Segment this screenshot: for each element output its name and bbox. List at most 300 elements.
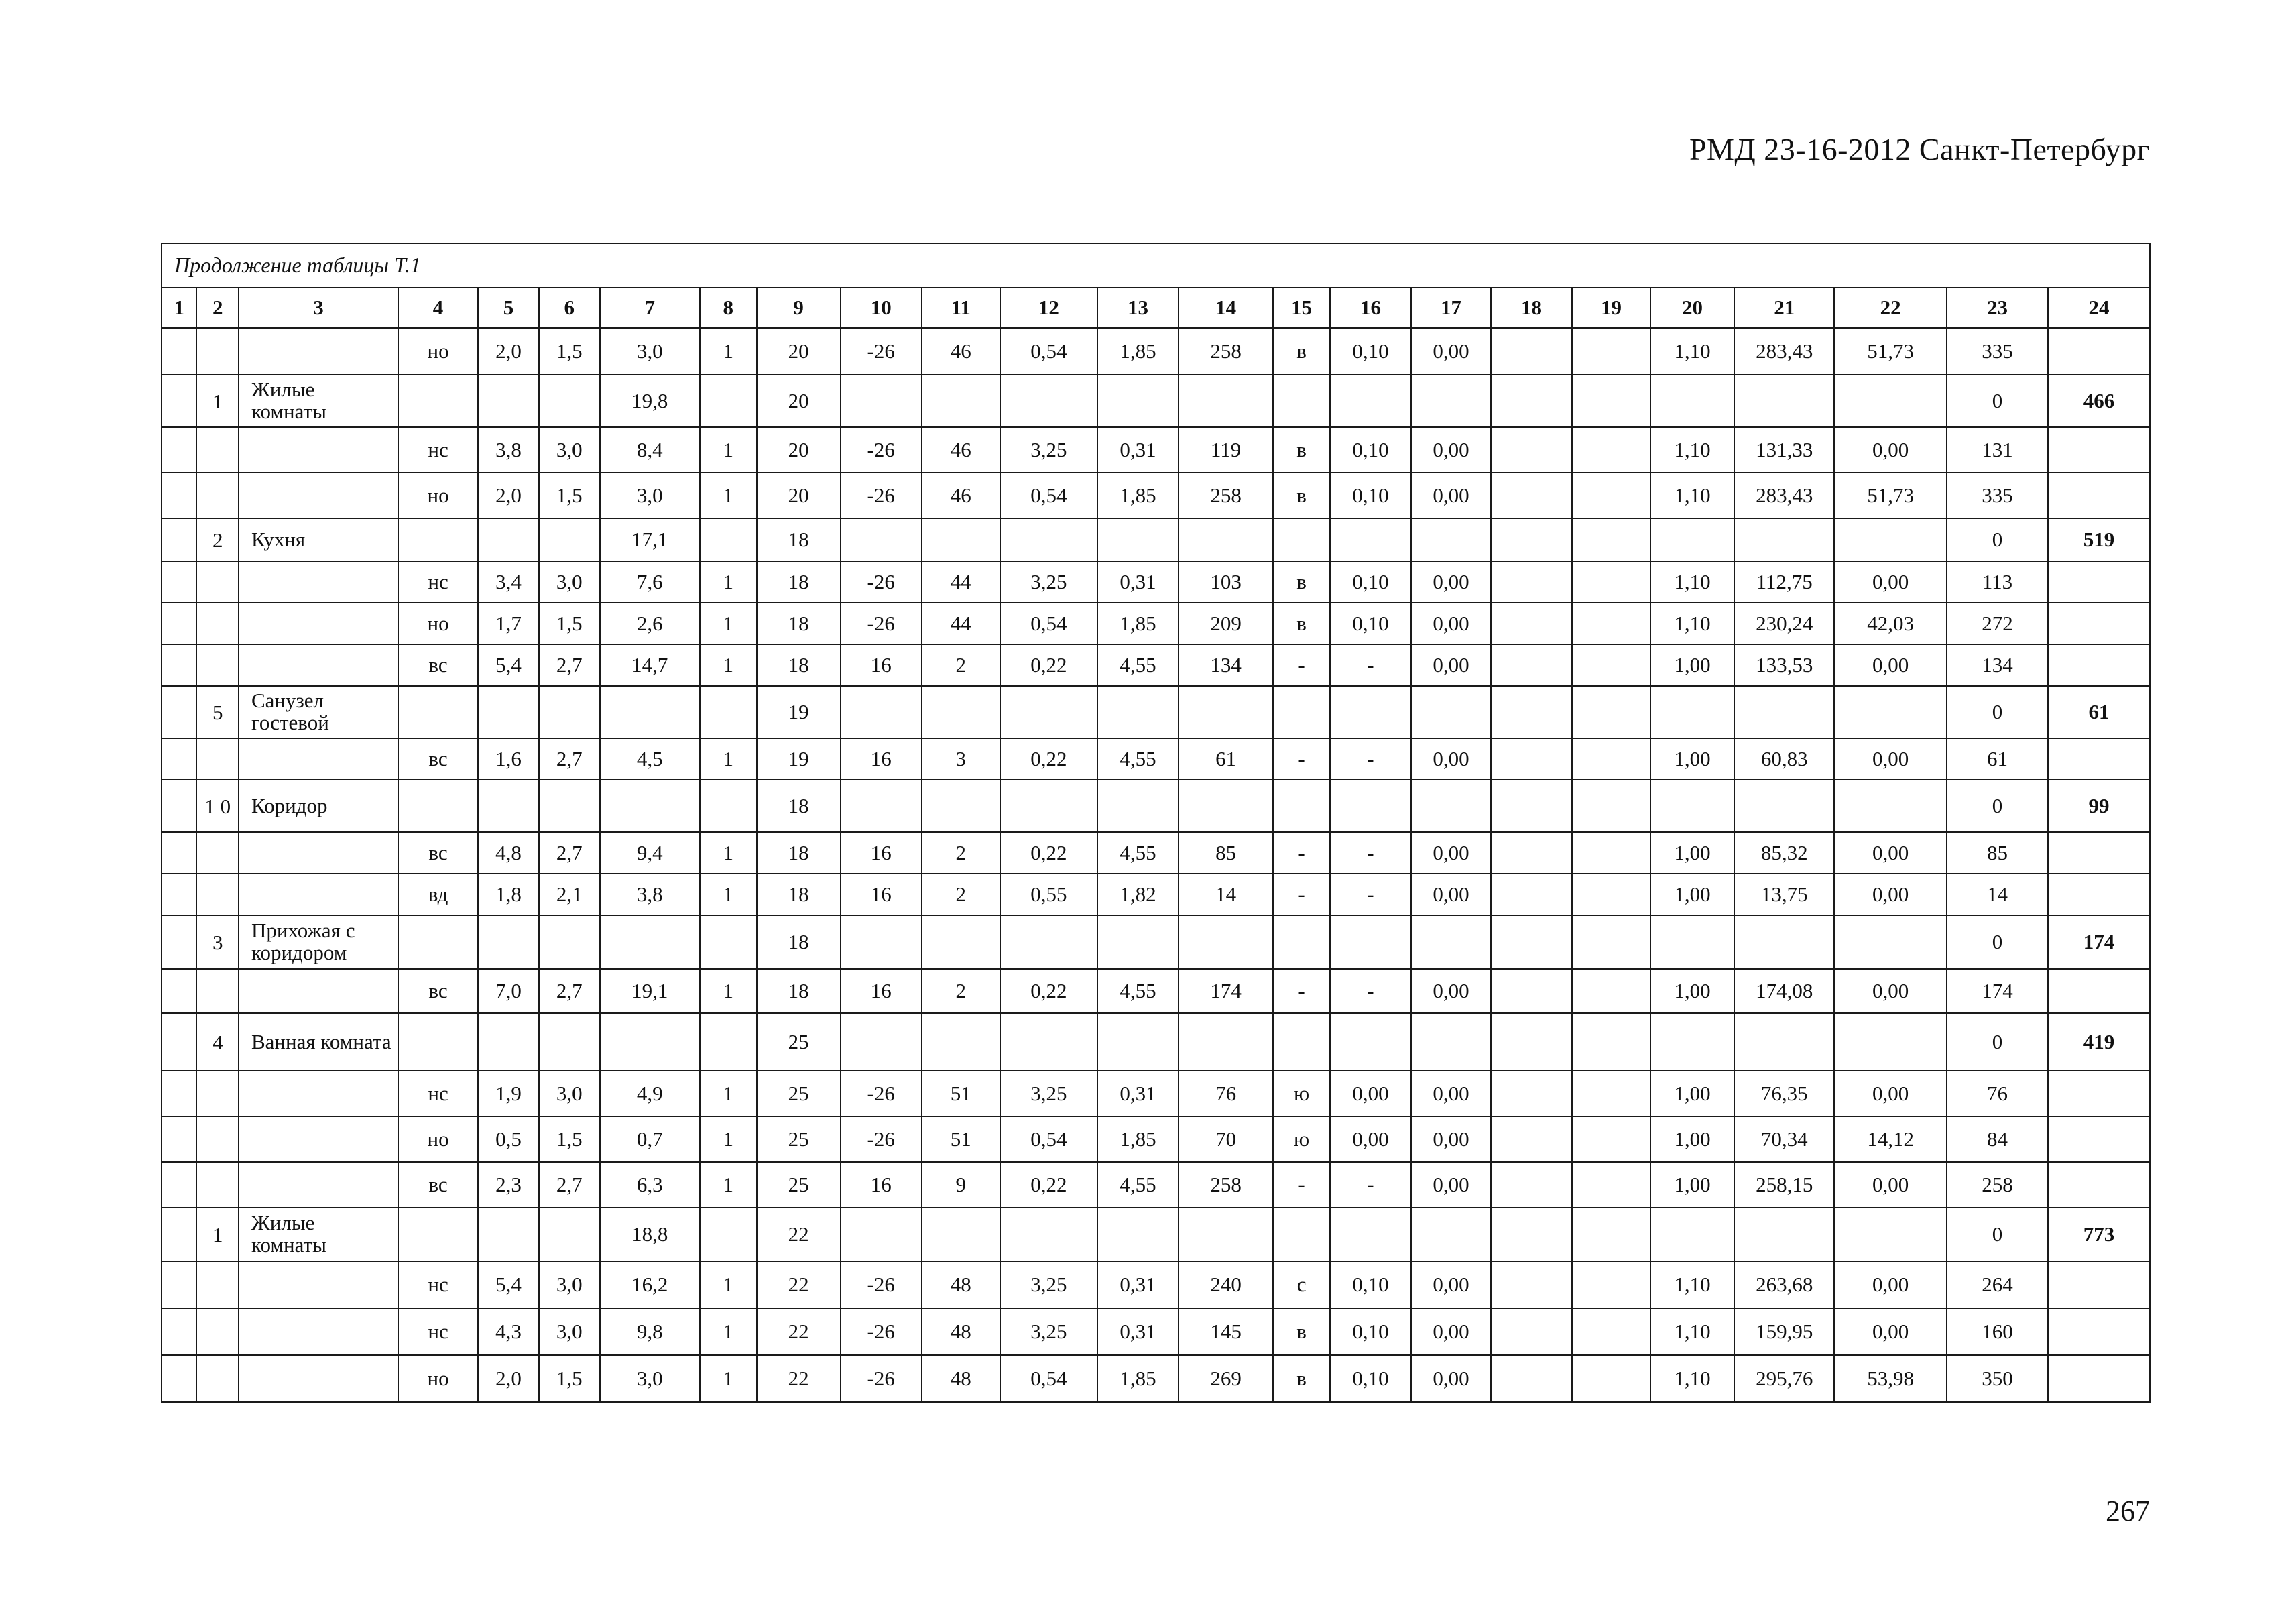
table-cell: 1 0 <box>196 780 239 832</box>
column-number-header: 14 <box>1179 288 1273 328</box>
table-cell: 113 <box>1947 561 2048 603</box>
column-number-header: 24 <box>2048 288 2150 328</box>
table-cell <box>1491 375 1572 427</box>
table-cell: 263,68 <box>1734 1261 1834 1308</box>
table-cell: но <box>398 473 478 518</box>
table-cell <box>196 328 239 375</box>
table-cell: 2 <box>922 644 1000 686</box>
table-cell <box>1572 1162 1650 1208</box>
table-cell <box>398 1013 478 1071</box>
table-cell: 2,6 <box>600 603 700 644</box>
table-cell: -26 <box>841 1355 922 1402</box>
table-cell: но <box>398 603 478 644</box>
column-number-header: 17 <box>1411 288 1491 328</box>
table-cell <box>1491 1308 1572 1355</box>
table-cell: 3,8 <box>600 874 700 915</box>
table-cell: 3,0 <box>539 1071 600 1116</box>
table-cell: 14 <box>1179 874 1273 915</box>
table-cell: 16,2 <box>600 1261 700 1308</box>
table-cell <box>196 832 239 874</box>
table-cell: -26 <box>841 328 922 375</box>
table-cell: 0 <box>1947 686 2048 738</box>
table-cell: но <box>398 1116 478 1162</box>
table-cell <box>1491 1071 1572 1116</box>
table-cell: 46 <box>922 427 1000 473</box>
table-cell <box>1734 375 1834 427</box>
table-cell: 3,8 <box>478 427 539 473</box>
table-cell: вс <box>398 832 478 874</box>
table-cell: 0,00 <box>1834 832 1946 874</box>
table-cell <box>1650 1208 1734 1261</box>
table-cell: вс <box>398 1162 478 1208</box>
table-cell <box>2048 473 2150 518</box>
table-cell: 1,6 <box>478 738 539 780</box>
table-row <box>162 874 2150 915</box>
table-cell: - <box>1330 969 1411 1013</box>
table-cell <box>162 644 196 686</box>
table-cell: 18 <box>757 561 841 603</box>
table-cell: 2,7 <box>539 1162 600 1208</box>
table-cell: 350 <box>1947 1355 2048 1402</box>
table-cell: 2,7 <box>539 738 600 780</box>
table-cell: 20 <box>757 427 841 473</box>
table-cell <box>196 1116 239 1162</box>
table-cell: но <box>398 1355 478 1402</box>
table-row <box>162 1208 2150 1261</box>
table-cell: 0,00 <box>1411 1116 1491 1162</box>
table-cell: 1,5 <box>539 1355 600 1402</box>
table-cell: 0,00 <box>1330 1116 1411 1162</box>
table-cell: 22 <box>757 1261 841 1308</box>
table-cell: нс <box>398 427 478 473</box>
table-cell <box>162 686 196 738</box>
table-cell <box>1834 1013 1946 1071</box>
table-cell: 18 <box>757 644 841 686</box>
table-cell <box>1330 1013 1411 1071</box>
table-cell <box>478 686 539 738</box>
table-cell: 0,22 <box>1000 738 1097 780</box>
table-cell: 3,0 <box>600 1355 700 1402</box>
table-cell: 1 <box>700 1162 757 1208</box>
table-cell: 0,55 <box>1000 874 1097 915</box>
table-cell <box>162 1013 196 1071</box>
table-cell: 46 <box>922 328 1000 375</box>
table-cell: 119 <box>1179 427 1273 473</box>
table-cell: 1 <box>700 969 757 1013</box>
table-cell <box>1273 780 1330 832</box>
table-cell: 25 <box>757 1013 841 1071</box>
table-cell <box>239 473 398 518</box>
table-cell <box>1179 1013 1273 1071</box>
table-cell: 0,00 <box>1834 1071 1946 1116</box>
table-cell: - <box>1273 1162 1330 1208</box>
table-cell: ю <box>1273 1071 1330 1116</box>
table-cell: 134 <box>1947 644 2048 686</box>
table-cell: 85,32 <box>1734 832 1834 874</box>
table-cell <box>1097 518 1179 561</box>
table-cell: 283,43 <box>1734 473 1834 518</box>
table-cell <box>1491 915 1572 969</box>
table-cell <box>1273 915 1330 969</box>
table-cell <box>239 427 398 473</box>
table-cell <box>1572 427 1650 473</box>
table-cell: 1,7 <box>478 603 539 644</box>
table-cell: 19,1 <box>600 969 700 1013</box>
table-row <box>162 686 2150 738</box>
table-cell <box>1491 738 1572 780</box>
table-cell: 1,5 <box>539 603 600 644</box>
table-cell: 3,25 <box>1000 1071 1097 1116</box>
table-cell: 0,00 <box>1411 1162 1491 1208</box>
table-cell <box>239 1355 398 1402</box>
table-cell: - <box>1330 738 1411 780</box>
table-cell <box>539 915 600 969</box>
table-cell: 0,22 <box>1000 644 1097 686</box>
column-number-header: 8 <box>700 288 757 328</box>
table-cell: 1,10 <box>1650 1261 1734 1308</box>
table-cell: 0,00 <box>1834 561 1946 603</box>
table-cell: 1 <box>700 644 757 686</box>
table-cell: 0,00 <box>1834 644 1946 686</box>
table-cell <box>539 780 600 832</box>
table-cell: 7,6 <box>600 561 700 603</box>
table-cell <box>1330 780 1411 832</box>
table-cell: 1,00 <box>1650 874 1734 915</box>
table-cell: 76 <box>1179 1071 1273 1116</box>
table-cell <box>1411 915 1491 969</box>
table-cell <box>1572 1116 1650 1162</box>
table-cell: 3 <box>196 915 239 969</box>
table-cell: 0,5 <box>478 1116 539 1162</box>
table-cell <box>1000 915 1097 969</box>
table-cell: 16 <box>841 969 922 1013</box>
table-cell: 46 <box>922 473 1000 518</box>
table-cell <box>398 780 478 832</box>
table-row <box>162 375 2150 427</box>
table-cell <box>162 780 196 832</box>
table-cell <box>1572 473 1650 518</box>
table-cell <box>398 375 478 427</box>
table-cell: 70 <box>1179 1116 1273 1162</box>
table-cell <box>196 644 239 686</box>
table-cell: -26 <box>841 427 922 473</box>
table-cell <box>1411 686 1491 738</box>
table-cell: 4,55 <box>1097 738 1179 780</box>
table-cell: 2 <box>922 969 1000 1013</box>
table-cell <box>700 1208 757 1261</box>
table-cell <box>162 1308 196 1355</box>
table-cell <box>922 518 1000 561</box>
table-cell: 0,00 <box>1411 644 1491 686</box>
table-cell <box>1411 780 1491 832</box>
table-cell <box>1491 969 1572 1013</box>
table-cell: 2,0 <box>478 328 539 375</box>
table-cell: -26 <box>841 1071 922 1116</box>
table-cell <box>1734 1208 1834 1261</box>
table-cell: - <box>1273 874 1330 915</box>
table-cell <box>1491 1162 1572 1208</box>
table-cell: 1 <box>700 328 757 375</box>
table-cell <box>478 1208 539 1261</box>
table-cell: 4,9 <box>600 1071 700 1116</box>
table-cell <box>162 427 196 473</box>
column-number-header: 22 <box>1834 288 1946 328</box>
table-cell: 22 <box>757 1355 841 1402</box>
table-cell <box>162 1116 196 1162</box>
table-cell <box>239 561 398 603</box>
table-cell: 1,00 <box>1650 1116 1734 1162</box>
table-cell <box>1491 644 1572 686</box>
table-cell <box>196 427 239 473</box>
table-cell: 0,00 <box>1411 328 1491 375</box>
table-cell: 14 <box>1947 874 2048 915</box>
table-cell: 44 <box>922 561 1000 603</box>
table-cell: 2,3 <box>478 1162 539 1208</box>
table-row <box>162 561 2150 603</box>
table-row <box>162 1162 2150 1208</box>
table-cell <box>1834 1208 1946 1261</box>
table-cell: 160 <box>1947 1308 2048 1355</box>
table-cell <box>841 518 922 561</box>
table-cell: 264 <box>1947 1261 2048 1308</box>
table-cell: 4,3 <box>478 1308 539 1355</box>
table-cell: - <box>1330 644 1411 686</box>
table-cell: 1,5 <box>539 328 600 375</box>
table-cell <box>1491 1013 1572 1071</box>
table-cell: 3,4 <box>478 561 539 603</box>
table-cell: 1 <box>196 375 239 427</box>
table-cell: - <box>1330 1162 1411 1208</box>
table-cell <box>1179 915 1273 969</box>
table-cell <box>162 518 196 561</box>
table-cell: в <box>1273 473 1330 518</box>
table-cell: 0,00 <box>1834 874 1946 915</box>
table-cell: 1,85 <box>1097 1355 1179 1402</box>
table-cell <box>1572 1308 1650 1355</box>
table-cell <box>1491 561 1572 603</box>
table-cell <box>1572 915 1650 969</box>
table-cell: 2 <box>922 874 1000 915</box>
table-cell: - <box>1273 832 1330 874</box>
table-cell: 0,10 <box>1330 1355 1411 1402</box>
heat-loss-table <box>161 243 2151 1403</box>
table-cell: 16 <box>841 832 922 874</box>
table-cell: 1 <box>700 427 757 473</box>
table-cell: 0 <box>1947 518 2048 561</box>
table-cell <box>398 1208 478 1261</box>
table-cell: - <box>1273 969 1330 1013</box>
column-number-header: 21 <box>1734 288 1834 328</box>
table-cell: 16 <box>841 874 922 915</box>
table-cell <box>539 518 600 561</box>
table-cell <box>196 969 239 1013</box>
table-cell: 0,54 <box>1000 328 1097 375</box>
table-cell: Прихожая с коридором <box>239 915 398 969</box>
table-cell <box>600 915 700 969</box>
table-row <box>162 832 2150 874</box>
table-cell <box>1491 473 1572 518</box>
table-cell <box>2048 328 2150 375</box>
table-row <box>162 1261 2150 1308</box>
table-cell: 1 <box>700 561 757 603</box>
table-cell <box>162 874 196 915</box>
table-cell <box>1491 832 1572 874</box>
table-cell: 0,31 <box>1097 561 1179 603</box>
table-cell <box>239 1261 398 1308</box>
table-cell <box>196 561 239 603</box>
table-cell <box>478 375 539 427</box>
table-cell <box>1330 1208 1411 1261</box>
table-cell <box>539 686 600 738</box>
table-cell: 0,22 <box>1000 969 1097 1013</box>
table-cell <box>1330 375 1411 427</box>
table-cell: 0,10 <box>1330 328 1411 375</box>
table-cell <box>1273 1013 1330 1071</box>
table-cell: 0,00 <box>1330 1071 1411 1116</box>
column-number-header: 19 <box>1572 288 1650 328</box>
table-cell <box>1000 1208 1097 1261</box>
table-cell <box>1330 518 1411 561</box>
table-cell: 1 <box>700 1308 757 1355</box>
table-cell <box>1650 518 1734 561</box>
table-cell: - <box>1330 874 1411 915</box>
table-cell <box>1734 1013 1834 1071</box>
table-cell: 2,0 <box>478 1355 539 1402</box>
table-cell <box>2048 1116 2150 1162</box>
column-number-header: 7 <box>600 288 700 328</box>
table-cell <box>478 518 539 561</box>
table-cell: 1 <box>700 1071 757 1116</box>
table-cell <box>162 1261 196 1308</box>
table-cell <box>1572 969 1650 1013</box>
table-cell: - <box>1273 738 1330 780</box>
table-cell: 230,24 <box>1734 603 1834 644</box>
table-cell: 5,4 <box>478 644 539 686</box>
table-caption: Продолжение таблицы Т.1 <box>162 243 2150 288</box>
table-cell: 1,00 <box>1650 1162 1734 1208</box>
table-cell <box>841 1013 922 1071</box>
table-cell: 269 <box>1179 1355 1273 1402</box>
table-cell <box>1273 375 1330 427</box>
table-cell <box>1572 1261 1650 1308</box>
table-row <box>162 328 2150 375</box>
table-cell: - <box>1330 832 1411 874</box>
table-cell <box>841 686 922 738</box>
table-cell <box>600 686 700 738</box>
column-number-header: 16 <box>1330 288 1411 328</box>
table-row <box>162 780 2150 832</box>
table-cell: 1,10 <box>1650 1308 1734 1355</box>
table-cell: 2,7 <box>539 969 600 1013</box>
table-cell: 1,8 <box>478 874 539 915</box>
table-cell <box>1097 780 1179 832</box>
table-cell: 0,00 <box>1411 738 1491 780</box>
table-cell <box>1000 780 1097 832</box>
column-number-header: 12 <box>1000 288 1097 328</box>
table-cell <box>162 915 196 969</box>
table-cell: 0,10 <box>1330 1261 1411 1308</box>
table-cell: 145 <box>1179 1308 1273 1355</box>
table-cell: 18 <box>757 969 841 1013</box>
table-cell <box>162 1162 196 1208</box>
table-cell <box>162 738 196 780</box>
table-cell: 3,25 <box>1000 1261 1097 1308</box>
table-cell: 0,22 <box>1000 1162 1097 1208</box>
table-cell <box>239 1162 398 1208</box>
table-cell: 0,31 <box>1097 1261 1179 1308</box>
table-cell: в <box>1273 1355 1330 1402</box>
table-cell: 18 <box>757 832 841 874</box>
table-cell: 14,7 <box>600 644 700 686</box>
table-cell: 44 <box>922 603 1000 644</box>
table-cell: 0,00 <box>1411 969 1491 1013</box>
column-number-header: 9 <box>757 288 841 328</box>
table-cell: 0,54 <box>1000 473 1097 518</box>
table-cell <box>1411 375 1491 427</box>
table-cell: 174 <box>1947 969 2048 1013</box>
table-cell <box>700 780 757 832</box>
table-cell: 2,7 <box>539 832 600 874</box>
table-cell: 1,10 <box>1650 561 1734 603</box>
table-cell: в <box>1273 603 1330 644</box>
table-cell: 5,4 <box>478 1261 539 1308</box>
table-cell: 0,00 <box>1834 427 1946 473</box>
table-cell: 3,0 <box>600 473 700 518</box>
table-cell: 4,55 <box>1097 832 1179 874</box>
table-cell <box>1572 644 1650 686</box>
table-cell: 0 <box>1947 915 2048 969</box>
table-cell: 209 <box>1179 603 1273 644</box>
table-cell: 335 <box>1947 473 2048 518</box>
table-cell: 6,3 <box>600 1162 700 1208</box>
table-cell: -26 <box>841 1116 922 1162</box>
table-row <box>162 1013 2150 1071</box>
table-cell: Санузел гостевой <box>239 686 398 738</box>
table-cell: 51 <box>922 1071 1000 1116</box>
column-number-header: 15 <box>1273 288 1330 328</box>
table-cell: 3,0 <box>539 561 600 603</box>
table-cell: 25 <box>757 1071 841 1116</box>
table-cell: 0,00 <box>1411 603 1491 644</box>
table-cell: в <box>1273 328 1330 375</box>
table-cell: 133,53 <box>1734 644 1834 686</box>
table-cell <box>1734 915 1834 969</box>
table-cell: 0,54 <box>1000 603 1097 644</box>
table-cell: 19,8 <box>600 375 700 427</box>
table-cell <box>162 1208 196 1261</box>
table-cell: 240 <box>1179 1261 1273 1308</box>
column-number-header: 5 <box>478 288 539 328</box>
table-cell <box>239 969 398 1013</box>
table-cell <box>1572 603 1650 644</box>
table-cell <box>239 1071 398 1116</box>
table-cell: 9 <box>922 1162 1000 1208</box>
table-cell <box>922 915 1000 969</box>
table-cell <box>1411 1208 1491 1261</box>
table-cell <box>162 561 196 603</box>
table-cell <box>196 1162 239 1208</box>
table-cell: 4,55 <box>1097 1162 1179 1208</box>
table-row <box>162 518 2150 561</box>
table-cell <box>539 375 600 427</box>
table-cell: 1 <box>700 738 757 780</box>
table-cell: 2 <box>922 832 1000 874</box>
table-cell: 19 <box>757 686 841 738</box>
table-cell: 419 <box>2048 1013 2150 1071</box>
table-cell: 258,15 <box>1734 1162 1834 1208</box>
table-cell <box>239 328 398 375</box>
table-cell: 1,00 <box>1650 1071 1734 1116</box>
